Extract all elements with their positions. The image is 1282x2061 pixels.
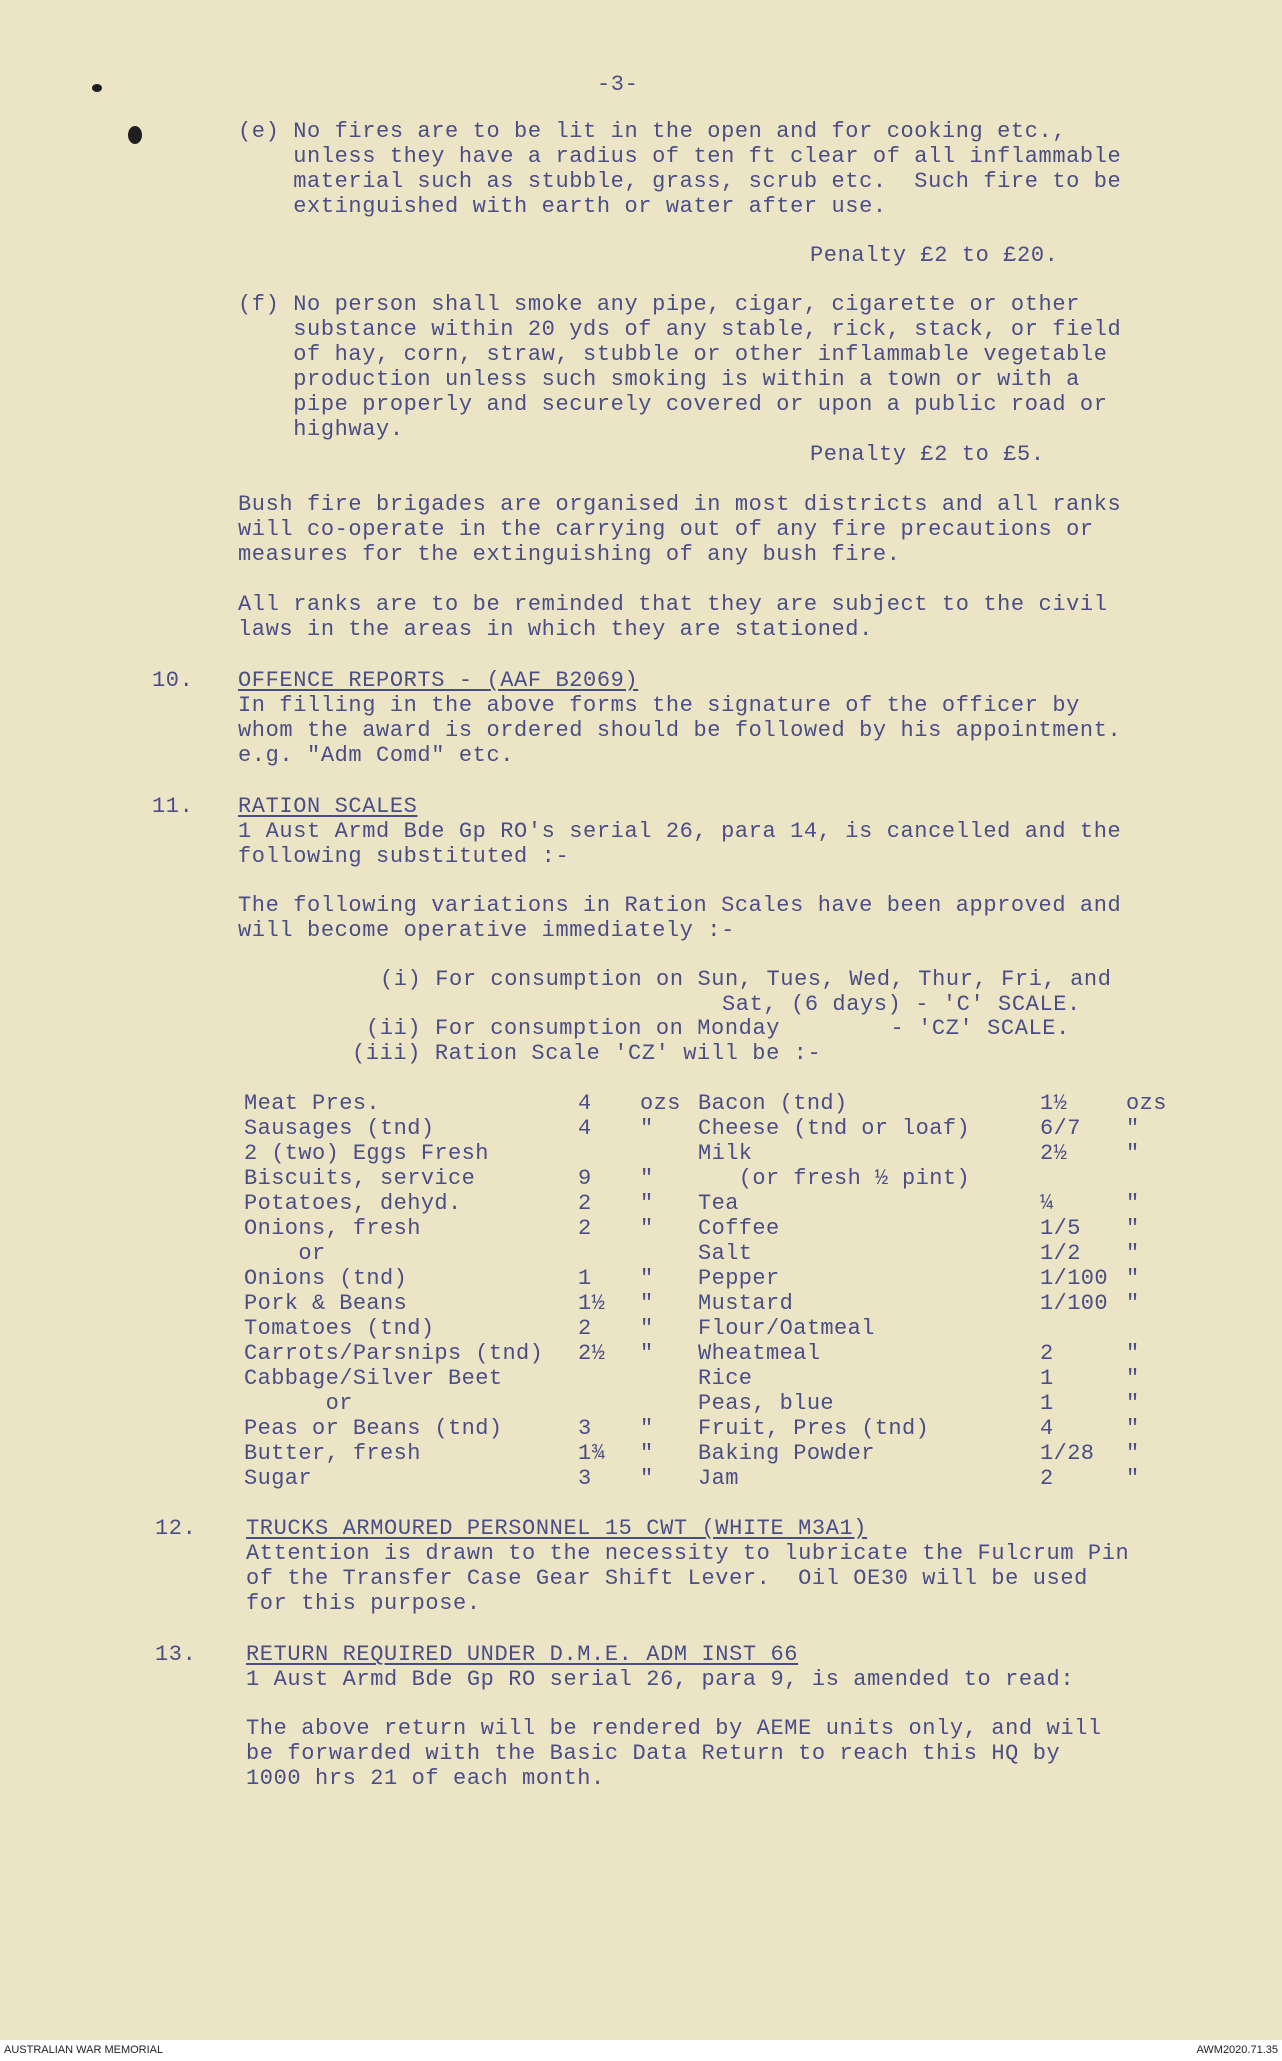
ration-item-name: Cheese (tnd or loaf) <box>698 1116 971 1141</box>
ration-item-name: Cabbage/Silver Beet <box>244 1366 503 1391</box>
ration-item-name: (or fresh ½ pint) <box>698 1166 971 1191</box>
penalty-f: Penalty £2 to £5. <box>810 442 1045 467</box>
ration-row <box>0 1441 1282 1466</box>
item-10-line: whom the award is ordered should be followed by his appointment. <box>238 718 1122 743</box>
ration-item-unit: " <box>640 1166 654 1191</box>
punch-hole <box>128 126 142 144</box>
ration-item-name: Onions, fresh <box>244 1216 421 1241</box>
ration-item-unit: " <box>1126 1416 1140 1441</box>
archive-name: AUSTRALIAN WAR MEMORIAL <box>4 2044 164 2056</box>
punch-hole <box>92 84 102 92</box>
ration-row <box>0 1466 1282 1491</box>
ration-item-name: or <box>244 1241 326 1266</box>
ration-sub-item: (iii) Ration Scale 'CZ' will be :- <box>352 1041 822 1066</box>
ration-item-unit: " <box>1126 1366 1140 1391</box>
bush-fire-line: measures for the extinguishing of any bush fire. <box>238 542 901 567</box>
penalty-e: Penalty £2 to £20. <box>810 243 1059 268</box>
ration-item-name: Flour/Oatmeal <box>698 1316 875 1341</box>
ration-item-qty: 2 <box>1040 1341 1054 1366</box>
item-12-line: of the Transfer Case Gear Shift Lever. Oil OE30 will be used <box>246 1566 1088 1591</box>
archive-footer <box>0 2040 1282 2061</box>
para-f-line: highway. <box>238 417 404 442</box>
ration-item-qty: 1/5 <box>1040 1216 1081 1241</box>
ration-item-unit: " <box>1126 1291 1140 1316</box>
ration-row <box>0 1241 1282 1266</box>
ration-item-qty: 2 <box>578 1316 592 1341</box>
bush-fire-line: will co-operate in the carrying out of any fire precautions or <box>238 517 1094 542</box>
ration-item-qty: 1/100 <box>1040 1266 1109 1291</box>
para-e-line: unless they have a radius of ten ft clear of all inflammable <box>238 144 1122 169</box>
ration-item-qty: 1½ <box>578 1291 606 1316</box>
ration-row <box>0 1316 1282 1341</box>
ration-item-qty: 9 <box>578 1166 592 1191</box>
ration-item-name: Bacon (tnd) <box>698 1091 848 1116</box>
ration-item-name: Sugar <box>244 1466 313 1491</box>
ration-item-name: Mustard <box>698 1291 794 1316</box>
ration-item-name: Potatoes, dehyd. <box>244 1191 462 1216</box>
para-e-line: (e) No fires are to be lit in the open and for cooking etc., <box>238 119 1067 144</box>
civil-laws-line: All ranks are to be reminded that they are subject to the civil <box>238 592 1108 617</box>
ration-item-name: Jam <box>698 1466 739 1491</box>
ration-item-unit: " <box>1126 1441 1140 1466</box>
ration-item-name: Carrots/Parsnips (tnd) <box>244 1341 544 1366</box>
ration-item-unit: " <box>1126 1116 1140 1141</box>
ration-item-name: Rice <box>698 1366 753 1391</box>
ration-item-qty: 1/100 <box>1040 1291 1109 1316</box>
item-number: 10. <box>152 668 194 693</box>
ration-item-qty: 2½ <box>578 1341 606 1366</box>
ration-item-name: Butter, fresh <box>244 1441 421 1466</box>
ration-item-qty: 1 <box>1040 1391 1054 1416</box>
ration-item-name: Biscuits, service <box>244 1166 476 1191</box>
ration-item-name: Fruit, Pres (tnd) <box>698 1416 930 1441</box>
item-number: 13. <box>155 1642 197 1667</box>
item-11-line: will become operative immediately :- <box>238 918 735 943</box>
para-f-line: of hay, corn, straw, stubble or other inflammable vegetable <box>238 342 1108 367</box>
item-11-line: 1 Aust Armd Bde Gp RO's serial 26, para 14, is cancelled and the <box>238 819 1122 844</box>
civil-laws-line: laws in the areas in which they are stationed. <box>238 617 873 642</box>
item-heading: RATION SCALES <box>238 794 418 819</box>
para-f-line: production unless such smoking is within a town or with a <box>238 367 1080 392</box>
item-10-line: e.g. "Adm Comd" etc. <box>238 743 515 768</box>
ration-item-name: 2 (two) Eggs Fresh <box>244 1141 489 1166</box>
para-e-line: extinguished with earth or water after use. <box>238 194 887 219</box>
ration-item-qty: 6/7 <box>1040 1116 1081 1141</box>
ration-item-name: Coffee <box>698 1216 780 1241</box>
ration-item-qty: 2 <box>578 1216 592 1241</box>
item-heading: TRUCKS ARMOURED PERSONNEL 15 CWT (WHITE M3A1) <box>246 1516 868 1541</box>
page-number: -3- <box>597 72 639 97</box>
ration-row <box>0 1291 1282 1316</box>
ration-item-qty: 1½ <box>1040 1091 1068 1116</box>
ration-item-unit: " <box>640 1341 654 1366</box>
ration-row <box>0 1141 1282 1166</box>
item-13-line: 1000 hrs 21 of each month. <box>246 1766 605 1791</box>
ration-item-unit: " <box>1126 1341 1140 1366</box>
ration-item-qty: 3 <box>578 1416 592 1441</box>
ration-item-qty: 1/28 <box>1040 1441 1095 1466</box>
ration-row <box>0 1366 1282 1391</box>
item-number: 12. <box>155 1516 197 1541</box>
ration-row <box>0 1341 1282 1366</box>
item-12-line: Attention is drawn to the necessity to lubricate the Fulcrum Pin <box>246 1541 1130 1566</box>
ration-item-name: Salt <box>698 1241 753 1266</box>
ration-row <box>0 1166 1282 1191</box>
ration-item-unit: " <box>1126 1216 1140 1241</box>
ration-row <box>0 1266 1282 1291</box>
ration-item-qty: ¼ <box>1040 1191 1054 1216</box>
ration-item-qty: 4 <box>578 1116 592 1141</box>
ration-item-name: Pepper <box>698 1266 780 1291</box>
ration-item-unit: " <box>1126 1466 1140 1491</box>
ration-item-qty: 2½ <box>1040 1141 1068 1166</box>
para-e-line: material such as stubble, grass, scrub etc. Such fire to be <box>238 169 1122 194</box>
ration-item-unit: " <box>1126 1191 1140 1216</box>
para-f-line: (f) No person shall smoke any pipe, cigar, cigarette or other <box>238 292 1080 317</box>
para-f-line: pipe properly and securely covered or upon a public road or <box>238 392 1108 417</box>
ration-item-qty: 1¾ <box>578 1441 606 1466</box>
ration-item-name: Peas, blue <box>698 1391 835 1416</box>
ration-item-unit: " <box>640 1291 654 1316</box>
ration-item-name: Sausages (tnd) <box>244 1116 435 1141</box>
item-13-line: be forwarded with the Basic Data Return to reach this HQ by <box>246 1741 1061 1766</box>
ration-item-name: Tea <box>698 1191 739 1216</box>
item-heading: RETURN REQUIRED UNDER D.M.E. ADM INST 66 <box>246 1642 799 1667</box>
item-11-line: following substituted :- <box>238 844 570 869</box>
ration-item-name: Peas or Beans (tnd) <box>244 1416 503 1441</box>
ration-sub-item: Sat, (6 days) - 'C' SCALE. <box>722 992 1081 1017</box>
ration-row <box>0 1416 1282 1441</box>
ration-item-qty: 4 <box>578 1091 592 1116</box>
ration-item-unit: " <box>1126 1266 1140 1291</box>
ration-item-qty: 1/2 <box>1040 1241 1081 1266</box>
item-12-line: for this purpose. <box>246 1591 481 1616</box>
ration-item-name: Baking Powder <box>698 1441 875 1466</box>
ration-row <box>0 1191 1282 1216</box>
ration-item-qty: 3 <box>578 1466 592 1491</box>
ration-item-unit: " <box>640 1216 654 1241</box>
ration-scale-table <box>0 1091 1282 1491</box>
ration-item-name: Onions (tnd) <box>244 1266 408 1291</box>
ration-row <box>0 1391 1282 1416</box>
ration-item-qty: 4 <box>1040 1416 1054 1441</box>
ration-row <box>0 1216 1282 1241</box>
ration-item-unit: ozs <box>1126 1091 1167 1116</box>
ration-sub-item: (i) For consumption on Sun, Tues, Wed, Thur, Fri, and <box>380 967 1112 992</box>
ration-item-qty: 1 <box>1040 1366 1054 1391</box>
ration-row <box>0 1116 1282 1141</box>
ration-item-name: Pork & Beans <box>244 1291 408 1316</box>
ration-item-unit: " <box>640 1191 654 1216</box>
ration-item-name: Milk <box>698 1141 753 1166</box>
ration-item-unit: " <box>1126 1141 1140 1166</box>
ration-sub-item: (ii) For consumption on Monday - 'CZ' SCALE. <box>366 1016 1070 1041</box>
item-heading: OFFENCE REPORTS - (AAF B2069) <box>238 668 639 693</box>
ration-item-qty: 1 <box>578 1266 592 1291</box>
item-13-line: The above return will be rendered by AEME units only, and will <box>246 1716 1102 1741</box>
ration-item-unit: ozs <box>640 1091 681 1116</box>
ration-item-name: Meat Pres. <box>244 1091 381 1116</box>
ration-item-name: or <box>244 1391 353 1416</box>
ration-item-unit: " <box>640 1116 654 1141</box>
ration-item-unit: " <box>1126 1241 1140 1266</box>
ration-item-unit: " <box>640 1316 654 1341</box>
archive-reference: AWM2020.71.35 <box>1196 2044 1278 2056</box>
ration-item-unit: " <box>1126 1391 1140 1416</box>
item-13-line: 1 Aust Armd Bde Gp RO serial 26, para 9, is amended to read: <box>246 1667 1075 1692</box>
ration-item-qty: 2 <box>578 1191 592 1216</box>
ration-item-name: Tomatoes (tnd) <box>244 1316 435 1341</box>
ration-item-unit: " <box>640 1416 654 1441</box>
item-number: 11. <box>152 794 194 819</box>
ration-item-qty: 2 <box>1040 1466 1054 1491</box>
ration-item-unit: " <box>640 1466 654 1491</box>
ration-item-name: Wheatmeal <box>698 1341 821 1366</box>
item-10-line: In filling in the above forms the signature of the officer by <box>238 693 1080 718</box>
ration-row <box>0 1091 1282 1116</box>
bush-fire-line: Bush fire brigades are organised in most districts and all ranks <box>238 492 1122 517</box>
ration-item-unit: " <box>640 1441 654 1466</box>
para-f-line: substance within 20 yds of any stable, rick, stack, or field <box>238 317 1122 342</box>
item-11-line: The following variations in Ration Scales have been approved and <box>238 893 1122 918</box>
ration-item-unit: " <box>640 1266 654 1291</box>
